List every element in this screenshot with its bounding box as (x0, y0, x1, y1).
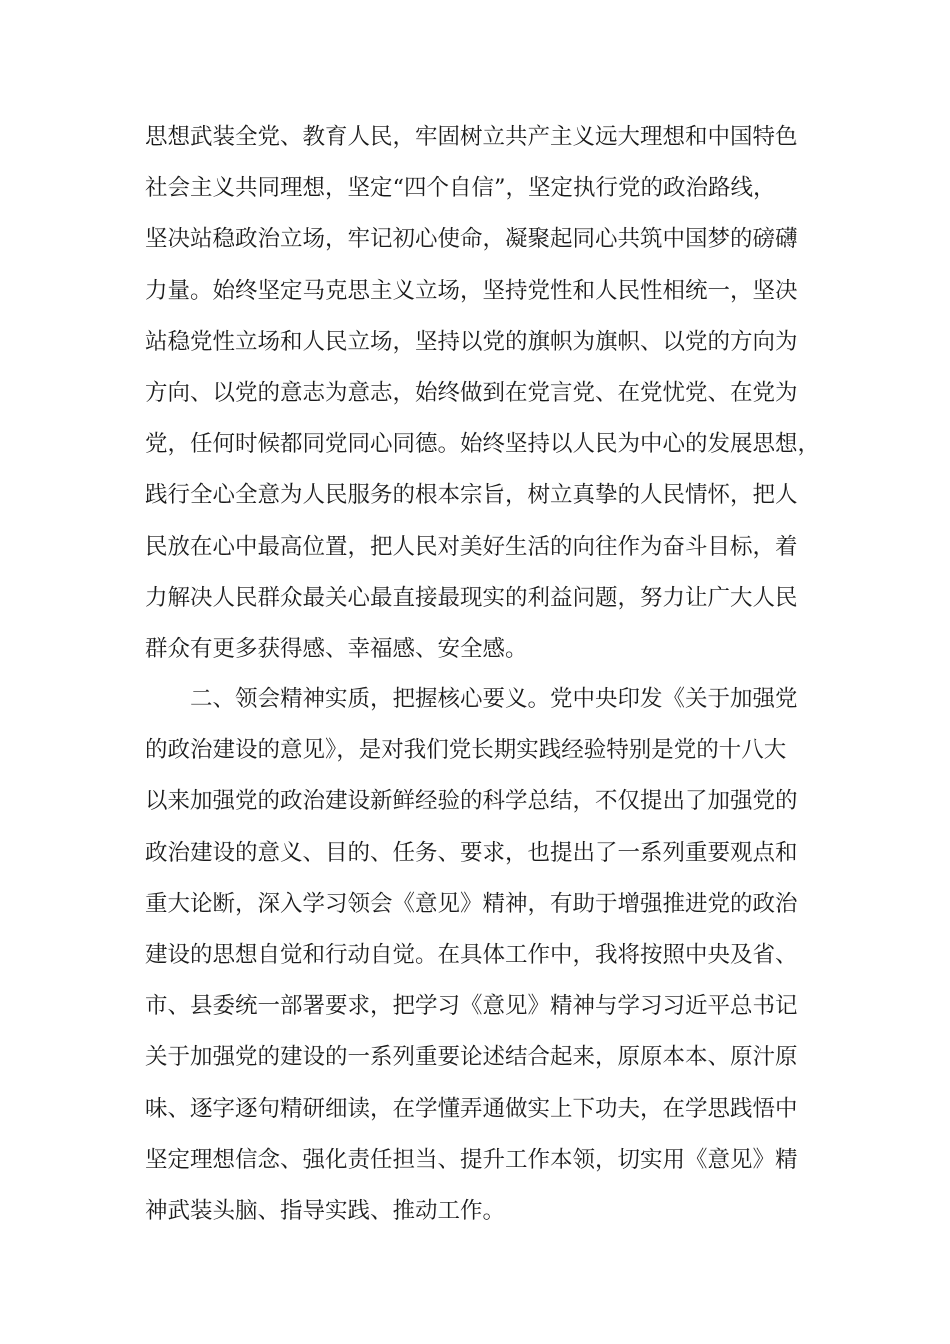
paragraph-line: 坚决站稳政治立场，牢记初心使命，凝聚起同心共筑中国梦的磅礴 (145, 226, 798, 253)
paragraph-line: 以来加强党的政治建设新鲜经验的科学总结，不仅提出了加强党的 (145, 788, 798, 815)
paragraph-line: 思想武装全党、教育人民，牢固树立共产主义远大理想和中国特色 (145, 124, 798, 150)
paragraph-1 (145, 112, 835, 675)
paragraph-line: 二、领会精神实质，把握核心要义。党中央印发《关于加强党 (145, 686, 798, 712)
paragraph-line: 政治建设的意义、目的、任务、要求，也提出了一系列重要观点和 (145, 839, 798, 866)
paragraph-line: 民放在心中最高位置，把人民对美好生活的向往作为奋斗目标，着 (145, 533, 798, 560)
paragraph-line: 坚定理想信念、强化责任担当、提升工作本领，切实用《意见》精 (145, 1146, 798, 1173)
paragraph-line: 力解决人民群众最关心最直接最现实的利益问题，努力让广大人民 (145, 584, 798, 611)
paragraph-line: 力量。始终坚定马克思主义立场，坚持党性和人民性相统一，坚决 (145, 277, 798, 304)
paragraph-line: 社会主义共同理想，坚定“四个自信”，坚定执行党的政治路线， (145, 175, 776, 202)
paragraph-line: 重大论断，深入学习领会《意见》精神，有助于增强推进党的政治 (145, 890, 798, 917)
paragraph-line: 群众有更多获得感、幸福感、安全感。 (145, 635, 528, 662)
paragraph-2 (145, 674, 835, 1237)
paragraph-line: 味、逐字逐句精研细读，在学懂弄通做实上下功夫，在学思践悟中 (145, 1095, 798, 1122)
paragraph-line: 建设的思想自觉和行动自觉。在具体工作中，我将按照中央及省、 (145, 941, 798, 968)
paragraph-line: 关于加强党的建设的一系列重要论述结合起来，原原本本、原汁原 (145, 1044, 798, 1071)
paragraph-line: 市、县委统一部署要求，把学习《意见》精神与学习习近平总书记 (145, 993, 798, 1020)
paragraph-line: 践行全心全意为人民服务的根本宗旨，树立真挚的人民情怀，把人 (145, 482, 798, 509)
paragraph-line: 神武装头脑、指导实践、推动工作。 (145, 1197, 506, 1224)
paragraph-line: 的政治建设的意见》，是对我们党长期实践经验特别是党的十八大 (145, 737, 787, 764)
paragraph-line: 方向、以党的意志为意志，始终做到在党言党、在党忧党、在党为 (145, 379, 798, 406)
paragraph-line: 站稳党性立场和人民立场，坚持以党的旗帜为旗帜、以党的方向为 (145, 328, 798, 355)
paragraph-line: 党，任何时候都同党同心同德。始终坚持以人民为中心的发展思想， (145, 431, 821, 458)
